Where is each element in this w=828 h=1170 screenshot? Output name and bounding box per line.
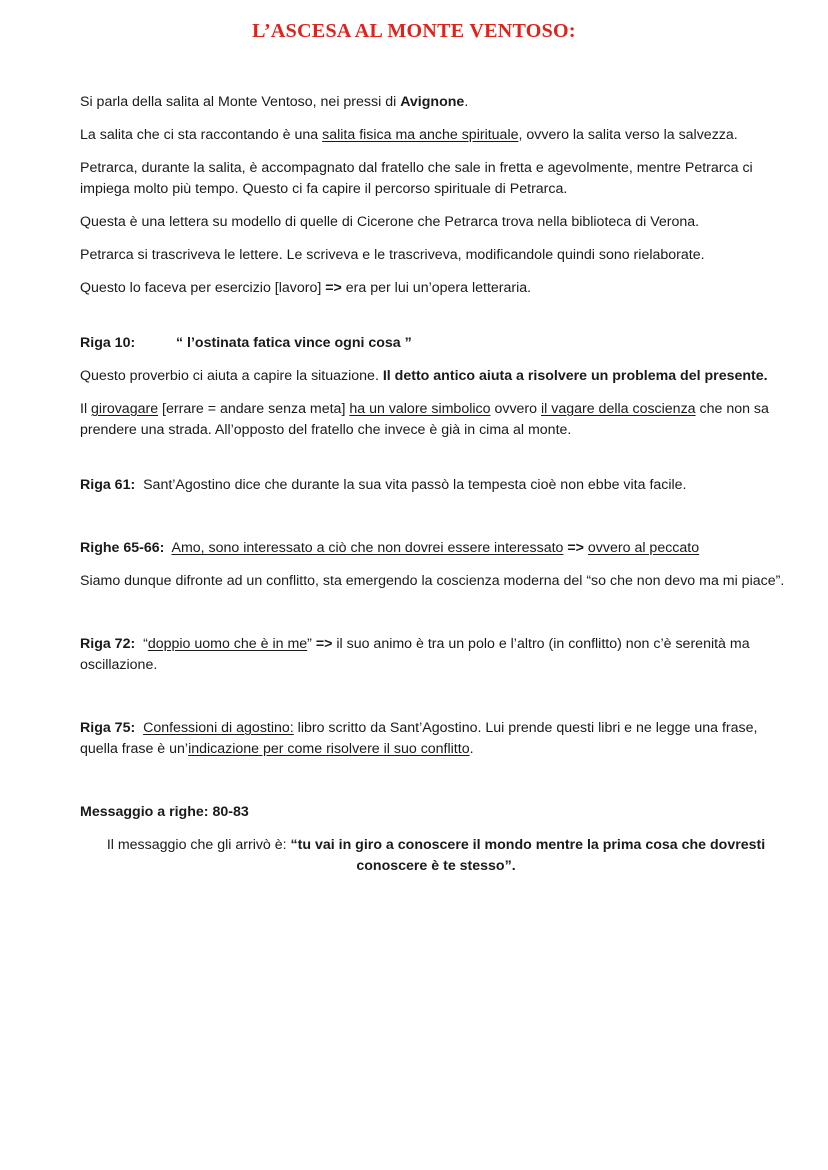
riga10-paragraph-1: Questo proverbio ci aiuta a capire la situazione. Il detto antico aiuta a risolvere un problema del presente. [80, 368, 768, 384]
arrow-icon: => [315, 636, 333, 652]
intro-paragraph-2: La salita che ci sta raccontando è una salita fisica ma anche spirituale, ovvero la salita verso la salvezza. [80, 127, 738, 143]
riga72-label: Riga 72: [80, 636, 136, 652]
riga10-heading [80, 333, 792, 354]
arrow-icon: => [325, 280, 342, 296]
riga61-label: Riga 61: [80, 477, 136, 493]
bold-avignone: Avignone [400, 94, 465, 110]
riga10-paragraph-2: Il girovagare [errare = andare senza meta] ha un valore simbolico ovvero il vagare della coscienza che non sa prendere una strada. All’opposto del fratello che invece è già in cima al monte. [80, 401, 769, 438]
righe6566-label: Righe 65-66: [80, 540, 165, 556]
riga10-label: Riga 10: [80, 335, 136, 351]
messaggio-heading: Messaggio a righe: 80-83 [80, 804, 249, 820]
riga75-label: Riga 75: [80, 720, 136, 736]
righe6566-paragraph-2: Siamo dunque difronte ad un conflitto, sta emergendo la coscienza moderna del “so che non devo ma mi piace”. [80, 573, 785, 589]
page-title: L’ASCESA AL MONTE VENTOSO: [252, 20, 576, 42]
intro-paragraph-3: Petrarca, durante la salita, è accompagnato dal fratello che sale in fretta e agevolmente, mentre Petrarca ci impiega molto più tempo. Questo ci fa capire il percorso spirituale di Petrarca. [80, 160, 753, 197]
arrow-icon: => [567, 540, 584, 556]
messaggio-paragraph: Il messaggio che gli arrivò è: “tu vai in giro a conoscere il mondo mentre la prima cosa che dovresti conoscere è te stesso”. [106, 837, 766, 874]
riga75-paragraph: Riga 75: Confessioni di agostino: libro scritto da Sant’Agostino. Lui prende questi libri e ne legge una frase, quella frase è un’indicazione per come risolvere il suo conflitto. [80, 720, 758, 757]
messaggio-quote: “tu vai in giro a conoscere il mondo mentre la prima cosa che dovresti conoscere è te stesso”. [290, 837, 766, 874]
intro-paragraph-1: Si parla della salita al Monte Ventoso, nei pressi di Avignone. [80, 94, 469, 110]
intro-paragraph-4: Questa è una lettera su modello di quelle di Cicerone che Petrarca trova nella biblioteca di Verona. [80, 214, 700, 230]
riga72-paragraph: Riga 72: “doppio uomo che è in me” => il suo animo è tra un polo e l’altro (in conflitto) non c’è serenità ma oscillazione. [80, 636, 750, 673]
riga61-paragraph: Riga 61: Sant’Agostino dice che durante la sua vita passò la tempesta cioè non ebbe vita facile. [80, 477, 687, 493]
righe6566-paragraph-1: Righe 65-66: Amo, sono interessato a ciò che non dovrei essere interessato => ovvero al peccato [80, 540, 700, 556]
intro-paragraph-5: Petrarca si trascriveva le lettere. Le scriveva e le trascriveva, modificandole quindi sono rielaborate. [80, 247, 705, 263]
intro-paragraph-6: Questo lo faceva per esercizio [lavoro] => era per lui un’opera letteraria. [80, 280, 532, 296]
document-body [80, 92, 792, 889]
underlined-phrase: salita fisica ma anche spirituale [322, 127, 519, 143]
riga10-quote: “ l’ostinata fatica vince ogni cosa ” [176, 335, 412, 351]
